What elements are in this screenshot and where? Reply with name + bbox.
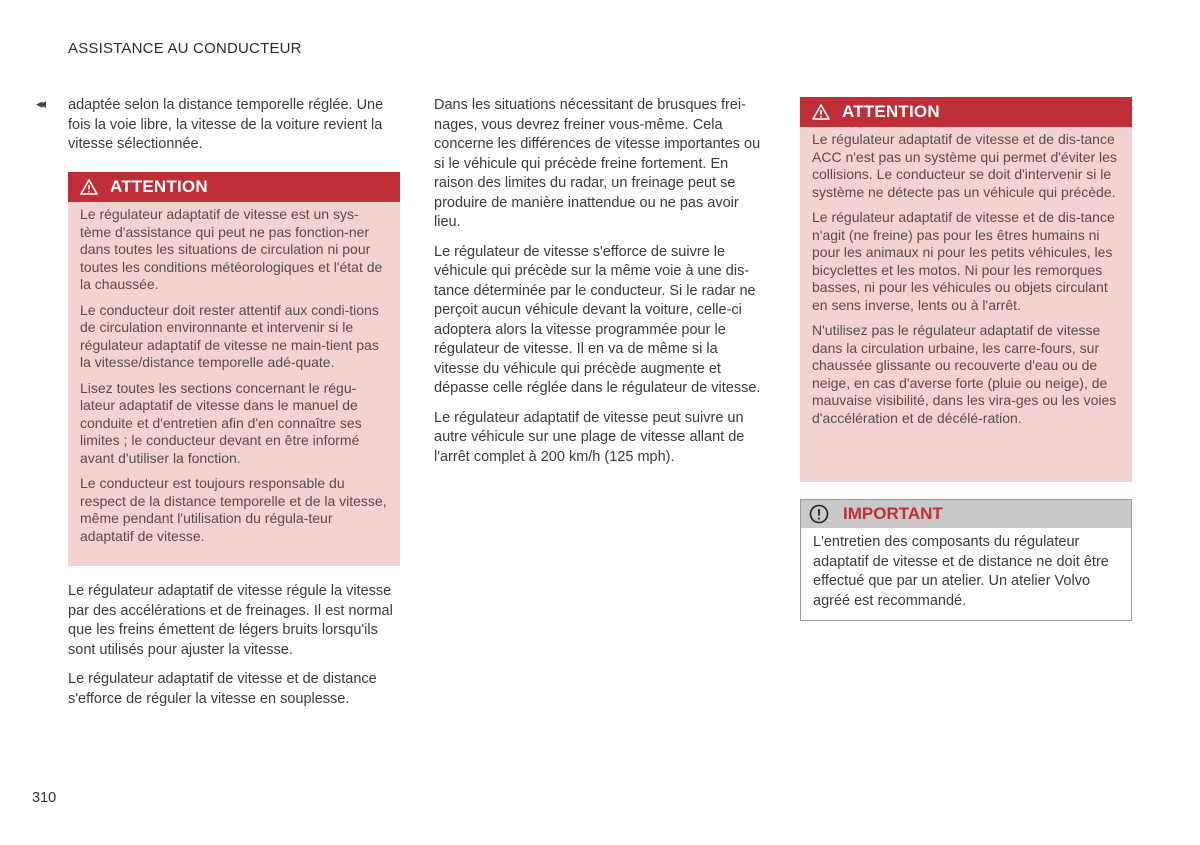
important-box: [800, 499, 1132, 621]
warning-paragraph: Lisez toutes les sections concernant le régu-lateur adaptatif de vitesse dans le manuel de conduite et d'entretien afin d'en connaître ses limites ; le conducteur devant en être informé avant d'utiliser la fonction.: [80, 379, 362, 466]
body-paragraph: Le régulateur de vitesse s'efforce de suivre le véhicule qui précède sur la même voie à une dis-tance déterminée par le conducteur. Si le radar ne perçoit aucun véhicule devant la voiture, celle-ci adoptera alors la vitesse programmée pour le régulateur de vitesse. Il en va de même si la vitesse du véhicule qui précède augmente et dépasse celle réglée dans le régulateur de vitesse.: [434, 243, 761, 396]
continuation-icon: ◂◂: [36, 96, 44, 111]
warning-paragraph: Le régulateur adaptatif de vitesse est un sys-tème d'assistance qui peut ne pas fonction-ner dans toutes les situations de circulation ni pour toutes les conditions météorologiques et l'état de la chaussée.: [80, 206, 383, 292]
important-body: [801, 528, 1131, 619]
body-paragraph: Le régulateur adaptatif de vitesse et de distance s'efforce de réguler la vitesse en souplesse.: [68, 671, 377, 707]
warning-header: [68, 172, 400, 202]
warning-paragraph: Le conducteur est toujours responsable du respect de la distance temporelle et de la vitesse, même pendant l'utilisation du régula-teur adaptatif de vitesse.: [80, 475, 387, 544]
exclamation-circle-icon: [809, 504, 829, 524]
warning-header: [800, 97, 1132, 127]
warning-paragraph: Le régulateur adaptatif de vitesse et de dis-tance n'agit (ne freine) pas pour les êtres humains ni pour les animaux ni pour les petits véhicules, les bicyclettes et les motos. Ni pour les remorques basses, ni pour les véhicules ou objets circulant en sens inverse, lents ou à l'arrêt.: [812, 209, 1115, 313]
section-title: ASSISTANCE AU CONDUCTEUR: [68, 40, 302, 57]
important-title: IMPORTANT: [843, 504, 943, 523]
warning-title: ATTENTION: [110, 177, 208, 196]
intro-paragraph: adaptée selon la distance temporelle réglée. Une fois la voie libre, la vitesse de la voiture revient la vitesse sélectionnée.: [68, 97, 384, 152]
column-1: [68, 96, 400, 165]
warning-paragraph: N'utilisez pas le régulateur adaptatif de vitesse dans la circulation urbaine, les carre-fours, sur chaussée glissante ou recouverte d'eau ou de neige, en cas d'averse forte (pluie ou neige), de mauvaise visibilité, dans les vira-ges ou les voies d'accélération et de décélé-ration.: [812, 322, 1117, 426]
warning-paragraph: Le régulateur adaptatif de vitesse et de dis-tance ACC n'est pas un système qui permet d'éviter les collisions. Le conducteur se doit d'intervenir si le système ne détecte pas un véhicule qui précède.: [812, 131, 1117, 200]
warning-box-2: [800, 97, 1132, 482]
warning-title: ATTENTION: [842, 102, 940, 121]
body-paragraph: Le régulateur adaptatif de vitesse peut suivre un autre véhicule sur une plage de vitesse allant de l'arrêt complet à 200 km/h (125 mph).: [434, 409, 745, 465]
body-paragraph: Le régulateur adaptatif de vitesse régule la vitesse par des accélérations et de freinages. Il est normal que les freins émettent de légers bruits lorsqu'ils sont utilisés pour ajuster la vitesse.: [68, 583, 393, 658]
warning-body: [800, 127, 1132, 443]
important-header: [801, 500, 1131, 528]
warning-triangle-icon: [80, 179, 98, 195]
important-text: L'entretien des composants du régulateur adaptatif de vitesse et de distance ne doit être effectué que par un atelier. Un atelier Volvo agréé est recommandé.: [813, 534, 1109, 609]
body-paragraph: Dans les situations nécessitant de brusques frei-nages, vous devrez freiner vous-même. Cela concerne les différences de vitesse importantes ou si le véhicule qui précède freine fortement. En raison des limites du radar, un freinage peut se produire de manière inattendue ou ne pas avoir lieu.: [434, 97, 761, 230]
page-number: 310: [32, 790, 57, 806]
warning-body: [68, 202, 400, 561]
warning-triangle-icon: [812, 104, 830, 120]
column-1-lower: [68, 582, 398, 719]
warning-paragraph: Le conducteur doit rester attentif aux condi-tions de circulation environnante et intervenir si le régulateur adaptatif de vitesse ne main-tient pas la vitesse/distance temporelle adé-quate.: [80, 301, 379, 370]
column-2: [434, 96, 766, 477]
warning-box-1: [68, 172, 400, 566]
